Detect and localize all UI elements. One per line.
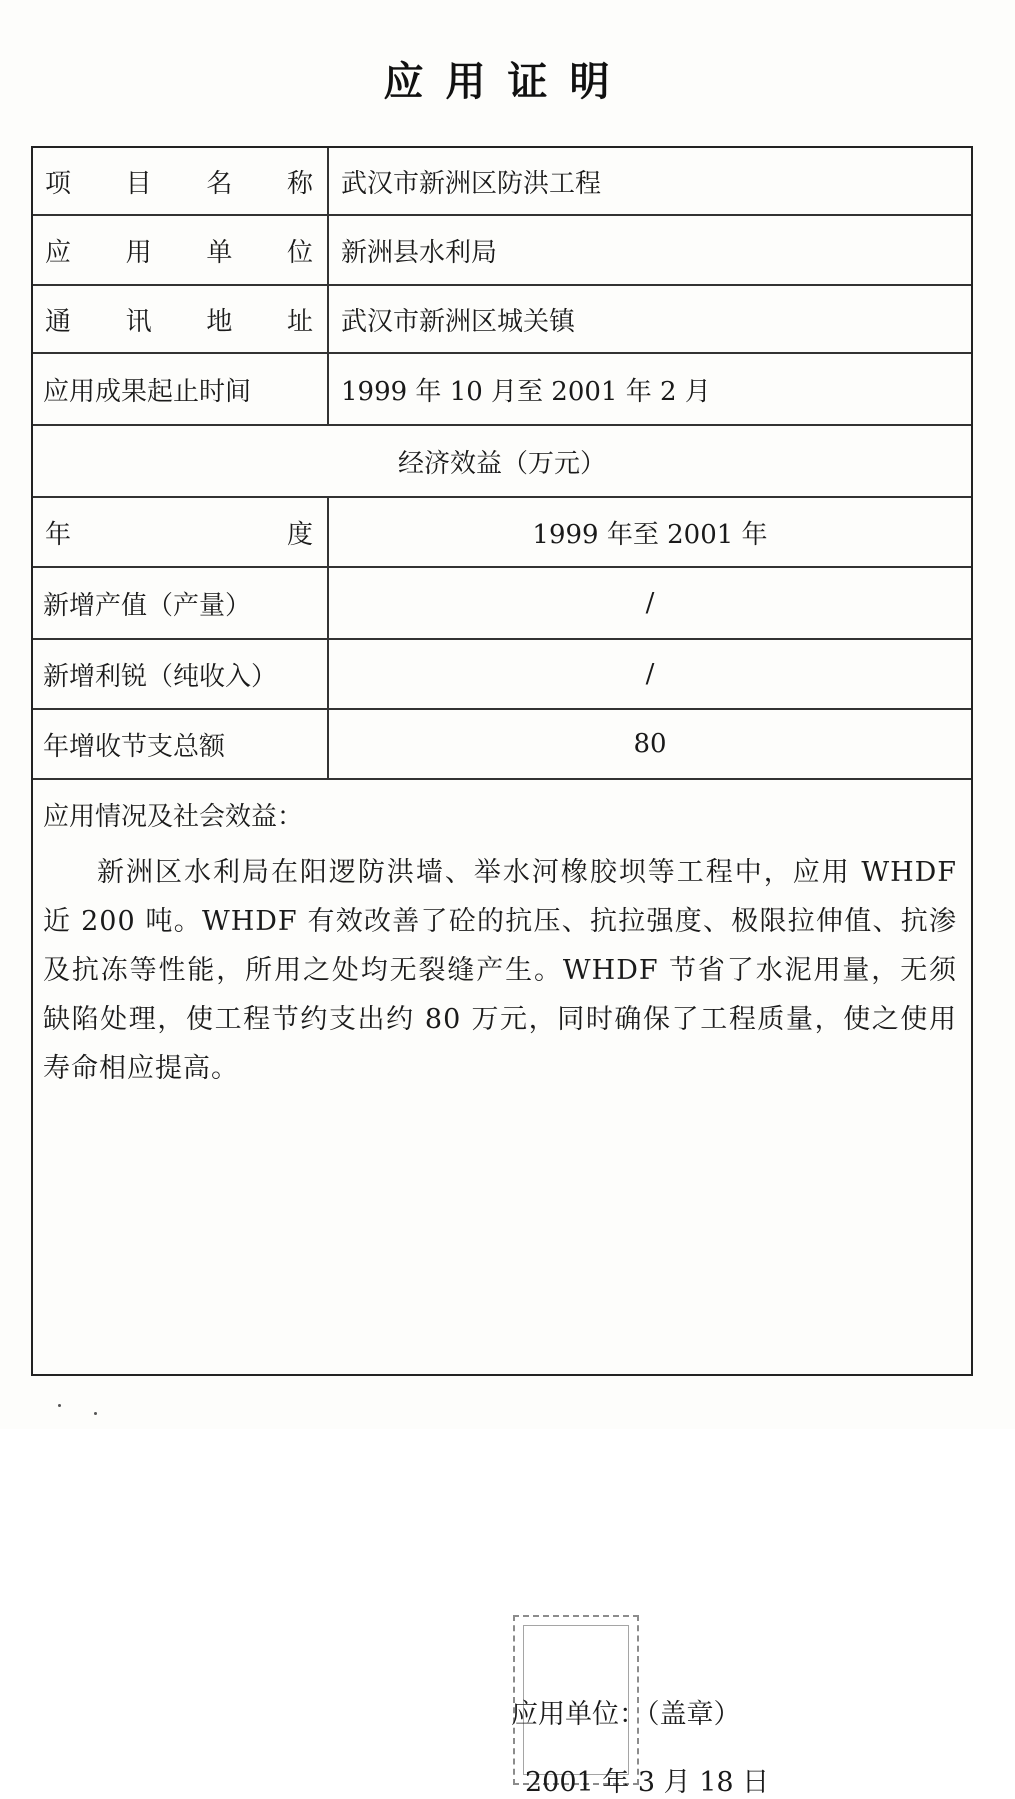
table-row-project-name: [33, 148, 971, 216]
address-label: 通 讯 地 址: [33, 286, 329, 352]
table-row-new-output: [33, 568, 971, 640]
economic-benefit-title: 经济效益（万元）: [397, 448, 606, 479]
table-row-new-profit: [33, 640, 971, 710]
annual-total-value: 80: [633, 729, 667, 759]
signature-unit-line: 应用单位：（盖章）: [511, 1699, 741, 1730]
new-output-value: /: [645, 588, 655, 618]
year-label: 年 度: [33, 498, 329, 566]
table-row-annual-total: [33, 710, 971, 780]
table-row-period: [33, 354, 971, 426]
annual-total-label: 年增收节支总额: [33, 710, 329, 778]
address-value: 武汉市新洲区城关镇: [341, 306, 576, 337]
applying-unit-value: 新洲县水利局: [341, 237, 498, 268]
table-row-address: [33, 286, 971, 354]
year-value: 1999 年至 2001 年: [532, 519, 768, 550]
period-label: 应用成果起止时间: [33, 354, 329, 424]
certificate-table: [31, 146, 973, 1798]
scan-speck: [94, 1412, 97, 1415]
signature-date-line: 2001 年 3 月 18 日: [525, 1767, 770, 1798]
new-output-label: 新增产值（产量）: [33, 568, 329, 638]
new-profit-value: /: [645, 659, 655, 689]
narrative-heading: 应用情况及社会效益：: [43, 802, 304, 832]
period-value: 1999 年 10 月至 2001 年 2 月: [341, 376, 711, 407]
table-row-applying-unit: [33, 216, 971, 286]
document-title: 应用证明: [383, 59, 632, 105]
narrative-section: [33, 780, 971, 1798]
narrative-body: 新洲区水利局在阳逻防洪墙、举水河橡胶坝等工程中，应用 WHDF 近 200 吨。WHDF 有效改善了砼的抗压、抗拉强度、极限拉伸值、抗渗及抗冻等性能，所用之处均无裂缝产生。WHDF 节省了水泥用量，无须缺陷处理，使工程节约支出约 80 万元，同时确保了工程质量，使之使用寿命相应提高。: [43, 857, 957, 1084]
table-row-year: [33, 498, 971, 568]
project-name-label: 项 目 名 称: [33, 148, 329, 214]
project-name-value: 武汉市新洲区防洪工程: [341, 168, 602, 199]
new-profit-label: 新增利锐（纯收入）: [33, 640, 329, 708]
economic-benefit-header: [33, 426, 971, 498]
scan-speck: [58, 1404, 61, 1407]
applying-unit-label: 应 用 单 位: [33, 216, 329, 284]
